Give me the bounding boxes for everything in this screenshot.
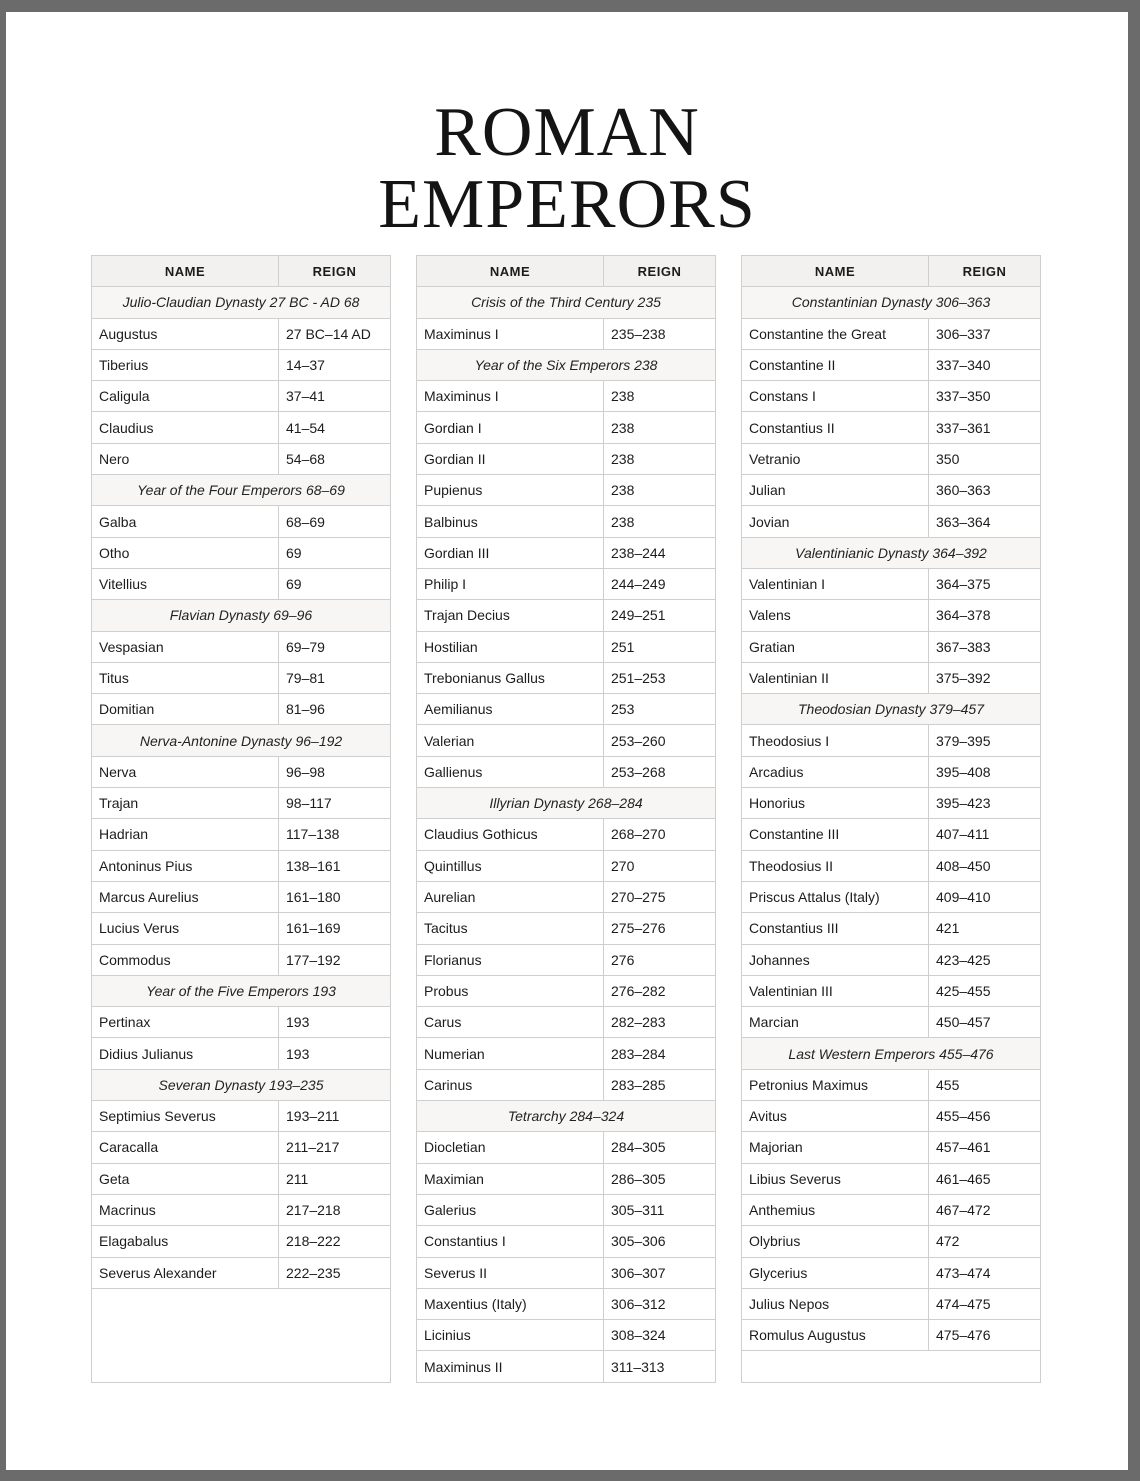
table-header-row — [742, 256, 1040, 287]
emperor-name: Constans I — [742, 381, 929, 411]
table-row — [417, 632, 715, 663]
table-row — [417, 851, 715, 882]
table-row — [742, 976, 1040, 1007]
table-row — [742, 1226, 1040, 1257]
emperor-name: Arcadius — [742, 757, 929, 787]
emperor-name: Claudius — [92, 412, 279, 442]
table-row — [92, 569, 390, 600]
table-row — [742, 444, 1040, 475]
emperor-name: Numerian — [417, 1038, 604, 1068]
emperor-reign: 305–306 — [611, 1233, 666, 1250]
emperor-reign: 69 — [286, 544, 302, 561]
emperor-reign: 283–284 — [611, 1045, 666, 1062]
emperor-name: Gallienus — [417, 757, 604, 787]
emperor-name: Claudius Gothicus — [417, 819, 604, 849]
emperor-reign: 222–235 — [286, 1264, 341, 1281]
emperor-name: Glycerius — [742, 1258, 929, 1288]
header-reign: REIGN — [637, 263, 682, 279]
emperor-reign: 364–378 — [936, 607, 991, 624]
emperor-name: Julian — [742, 475, 929, 505]
emperor-reign: 337–350 — [936, 388, 991, 405]
table-row — [417, 538, 715, 569]
emperor-name: Hadrian — [92, 819, 279, 849]
dynasty-heading: Illyrian Dynasty 268–284 — [417, 788, 715, 819]
emperor-reign: 249–251 — [611, 607, 666, 624]
emperor-name: Valentinian I — [742, 569, 929, 599]
header-name: NAME — [417, 256, 604, 286]
table-row — [742, 882, 1040, 913]
emperor-name: Vespasian — [92, 632, 279, 662]
table-row — [417, 1164, 715, 1195]
table-header-row — [92, 256, 390, 287]
emperor-reign: 117–138 — [286, 826, 340, 843]
table-row — [417, 663, 715, 694]
dynasty-heading: Last Western Emperors 455–476 — [742, 1038, 1040, 1069]
emperor-reign: 238 — [611, 513, 635, 530]
emperor-name: Gordian III — [417, 538, 604, 568]
emperor-reign: 193 — [286, 1045, 310, 1062]
emperor-name: Vitellius — [92, 569, 279, 599]
emperor-reign: 360–363 — [936, 482, 991, 499]
page-title — [6, 94, 1128, 243]
table-row — [742, 381, 1040, 412]
emperor-reign: 306–337 — [936, 325, 991, 342]
emperor-name: Quintillus — [417, 851, 604, 881]
table-row — [742, 663, 1040, 694]
emperor-name: Gordian II — [417, 444, 604, 474]
table-row — [742, 319, 1040, 350]
emperor-reign: 211–217 — [286, 1139, 340, 1156]
table-row — [92, 1258, 390, 1289]
table-row — [92, 1164, 390, 1195]
table-row — [92, 663, 390, 694]
emperor-reign: 306–312 — [611, 1295, 666, 1312]
table-row — [417, 600, 715, 631]
emperor-name: Nerva — [92, 757, 279, 787]
emperor-name: Olybrius — [742, 1226, 929, 1256]
emperor-name: Caligula — [92, 381, 279, 411]
emperor-reign: 96–98 — [286, 763, 325, 780]
table-row — [417, 475, 715, 506]
emperor-reign: 81–96 — [286, 701, 325, 718]
header-reign: REIGN — [312, 263, 357, 279]
emperor-reign: 473–474 — [936, 1264, 991, 1281]
emperor-reign: 238–244 — [611, 544, 666, 561]
emperor-reign: 218–222 — [286, 1233, 341, 1250]
table-row — [742, 945, 1040, 976]
dynasty-heading: Constantinian Dynasty 306–363 — [742, 287, 1040, 318]
table-row — [417, 976, 715, 1007]
table-row — [742, 1195, 1040, 1226]
table-row — [742, 1164, 1040, 1195]
emperor-reign: 253 — [611, 701, 635, 718]
emperor-name: Valerian — [417, 725, 604, 755]
emperor-name: Hostilian — [417, 632, 604, 662]
emperor-reign: 284–305 — [611, 1139, 666, 1156]
emperor-name: Anthemius — [742, 1195, 929, 1225]
table-row — [92, 1038, 390, 1069]
dynasty-heading: Flavian Dynasty 69–96 — [92, 600, 390, 631]
emperor-name: Licinius — [417, 1320, 604, 1350]
emperor-name: Maximinus II — [417, 1351, 604, 1381]
emperor-reign: 193 — [286, 1014, 310, 1031]
emperor-table-2 — [416, 255, 716, 1383]
table-row — [417, 1226, 715, 1257]
emperor-reign: 275–276 — [611, 920, 666, 937]
emperor-name: Valentinian II — [742, 663, 929, 693]
table-row — [92, 350, 390, 381]
emperor-name: Macrinus — [92, 1195, 279, 1225]
dynasty-heading: Theodosian Dynasty 379–457 — [742, 694, 1040, 725]
dynasty-heading: Year of the Six Emperors 238 — [417, 350, 715, 381]
table-header-row — [417, 256, 715, 287]
emperor-reign: 305–311 — [611, 1202, 665, 1219]
table-row — [742, 1258, 1040, 1289]
emperor-reign: 69 — [286, 576, 302, 593]
table-row — [92, 788, 390, 819]
emperor-name: Gordian I — [417, 412, 604, 442]
emperor-reign: 37–41 — [286, 388, 325, 405]
emperor-name: Trajan Decius — [417, 600, 604, 630]
table-row — [742, 350, 1040, 381]
table-row — [742, 1289, 1040, 1320]
table-row — [417, 819, 715, 850]
table-row — [92, 381, 390, 412]
emperor-name: Marcian — [742, 1007, 929, 1037]
table-row — [417, 945, 715, 976]
table-row — [92, 851, 390, 882]
emperor-name: Valentinian III — [742, 976, 929, 1006]
table-row — [92, 1226, 390, 1257]
emperor-reign: 238 — [611, 450, 635, 467]
table-row — [92, 913, 390, 944]
emperor-reign: 337–361 — [936, 419, 991, 436]
table-row — [417, 1007, 715, 1038]
emperor-reign: 467–472 — [936, 1202, 991, 1219]
emperor-name: Severus II — [417, 1258, 604, 1288]
emperor-name: Tiberius — [92, 350, 279, 380]
table-row — [92, 757, 390, 788]
emperor-reign: 238 — [611, 482, 635, 499]
table-row — [742, 725, 1040, 756]
table-row — [417, 569, 715, 600]
emperor-reign: 455 — [936, 1076, 960, 1093]
emperor-reign: 425–455 — [936, 982, 991, 999]
emperor-name: Antoninus Pius — [92, 851, 279, 881]
emperor-name: Gratian — [742, 632, 929, 662]
header-reign: REIGN — [962, 263, 1007, 279]
emperor-reign: 408–450 — [936, 857, 991, 874]
table-row — [417, 1320, 715, 1351]
table-row — [417, 694, 715, 725]
table-row — [92, 819, 390, 850]
table-row — [742, 788, 1040, 819]
emperor-name: Caracalla — [92, 1132, 279, 1162]
emperor-name: Constantius III — [742, 913, 929, 943]
table-row — [742, 1070, 1040, 1101]
table-row — [92, 632, 390, 663]
table-row — [417, 381, 715, 412]
table-row — [742, 569, 1040, 600]
emperor-name: Augustus — [92, 319, 279, 349]
table-row — [742, 1101, 1040, 1132]
dynasty-heading: Severan Dynasty 193–235 — [92, 1070, 390, 1101]
emperor-reign: 474–475 — [936, 1295, 991, 1312]
emperor-reign: 177–192 — [286, 951, 341, 968]
table-row — [742, 506, 1040, 537]
emperor-reign: 41–54 — [286, 419, 325, 436]
table-row — [742, 1007, 1040, 1038]
emperor-name: Avitus — [742, 1101, 929, 1131]
dynasty-heading: Nerva-Antonine Dynasty 96–192 — [92, 725, 390, 756]
emperor-table-1 — [91, 255, 391, 1383]
emperor-name: Johannes — [742, 945, 929, 975]
emperor-reign: 238 — [611, 419, 635, 436]
emperor-name: Theodosius I — [742, 725, 929, 755]
dynasty-heading: Julio-Claudian Dynasty 27 BC - AD 68 — [92, 287, 390, 318]
emperor-name: Carinus — [417, 1070, 604, 1100]
table-row — [742, 819, 1040, 850]
emperor-reign: 282–283 — [611, 1014, 666, 1031]
emperor-reign: 244–249 — [611, 576, 666, 593]
header-name: NAME — [92, 256, 279, 286]
emperor-name: Priscus Attalus (Italy) — [742, 882, 929, 912]
emperor-name: Maximian — [417, 1164, 604, 1194]
emperor-name: Geta — [92, 1164, 279, 1194]
emperor-name: Galerius — [417, 1195, 604, 1225]
emperor-reign: 27 BC–14 AD — [286, 325, 371, 342]
emperor-name: Constantius I — [417, 1226, 604, 1256]
emperor-reign: 253–268 — [611, 763, 666, 780]
table-row — [742, 600, 1040, 631]
emperor-reign: 161–180 — [286, 889, 341, 906]
table-row — [417, 1258, 715, 1289]
emperor-name: Constantine the Great — [742, 319, 929, 349]
emperor-reign: 217–218 — [286, 1202, 341, 1219]
emperor-name: Carus — [417, 1007, 604, 1037]
emperor-reign: 364–375 — [936, 576, 991, 593]
emperor-reign: 270 — [611, 857, 635, 874]
emperor-reign: 69–79 — [286, 638, 325, 655]
dynasty-heading: Year of the Four Emperors 68–69 — [92, 475, 390, 506]
emperor-reign: 475–476 — [936, 1327, 991, 1344]
emperor-name: Severus Alexander — [92, 1258, 279, 1288]
emperor-name: Domitian — [92, 694, 279, 724]
emperor-name: Diocletian — [417, 1132, 604, 1162]
emperor-name: Romulus Augustus — [742, 1320, 929, 1350]
emperor-reign: 472 — [936, 1233, 960, 1250]
table-row — [417, 1132, 715, 1163]
table-row — [92, 444, 390, 475]
emperor-name: Trebonianus Gallus — [417, 663, 604, 693]
emperor-reign: 375–392 — [936, 670, 991, 686]
dynasty-heading: Year of the Five Emperors 193 — [92, 976, 390, 1007]
emperor-reign: 98–117 — [286, 795, 332, 812]
emperor-reign: 306–307 — [611, 1264, 666, 1281]
emperor-reign: 161–169 — [286, 920, 341, 937]
table-row — [742, 1320, 1040, 1351]
emperor-name: Didius Julianus — [92, 1038, 279, 1068]
emperor-name: Trajan — [92, 788, 279, 818]
table-row — [92, 882, 390, 913]
emperor-reign: 286–305 — [611, 1170, 666, 1187]
emperor-reign: 79–81 — [286, 670, 325, 686]
header-name: NAME — [742, 256, 929, 286]
table-row — [417, 444, 715, 475]
emperor-reign: 283–285 — [611, 1076, 666, 1093]
emperor-reign: 450–457 — [936, 1014, 991, 1031]
table-row — [742, 1132, 1040, 1163]
emperor-reign: 337–340 — [936, 357, 991, 374]
emperor-name: Petronius Maximus — [742, 1070, 929, 1100]
emperor-name: Constantius II — [742, 412, 929, 442]
emperor-reign: 251–253 — [611, 670, 666, 686]
emperor-reign: 238 — [611, 388, 635, 405]
table-row — [92, 945, 390, 976]
table-row — [742, 632, 1040, 663]
emperor-reign: 211 — [286, 1170, 309, 1187]
emperor-reign: 193–211 — [286, 1108, 340, 1125]
dynasty-heading: Crisis of the Third Century 235 — [417, 287, 715, 318]
emperor-reign: 363–364 — [936, 513, 991, 530]
table-row — [92, 538, 390, 569]
emperor-reign: 138–161 — [286, 857, 341, 874]
emperor-name: Balbinus — [417, 506, 604, 536]
table-row — [92, 319, 390, 350]
emperor-name: Maxentius (Italy) — [417, 1289, 604, 1319]
emperor-name: Florianus — [417, 945, 604, 975]
emperor-name: Honorius — [742, 788, 929, 818]
emperor-name: Titus — [92, 663, 279, 693]
table-row — [417, 1351, 715, 1382]
emperor-reign: 235–238 — [611, 325, 666, 342]
dynasty-heading: Valentinianic Dynasty 364–392 — [742, 538, 1040, 569]
emperor-reign: 276–282 — [611, 982, 666, 999]
emperor-reign: 407–411 — [936, 826, 990, 843]
emperor-name: Majorian — [742, 1132, 929, 1162]
emperor-reign: 308–324 — [611, 1327, 666, 1344]
emperor-reign: 409–410 — [936, 889, 991, 906]
emperor-reign: 251 — [611, 638, 635, 655]
table-row — [742, 475, 1040, 506]
emperor-reign: 270–275 — [611, 889, 666, 906]
table-row — [92, 1132, 390, 1163]
table-row — [742, 757, 1040, 788]
emperor-name: Constantine III — [742, 819, 929, 849]
table-row — [417, 412, 715, 443]
emperor-reign: 54–68 — [286, 450, 325, 467]
emperor-name: Libius Severus — [742, 1164, 929, 1194]
emperor-reign: 253–260 — [611, 732, 666, 749]
emperor-reign: 421 — [936, 920, 960, 937]
emperor-name: Marcus Aurelius — [92, 882, 279, 912]
title-line-2: EMPERORS — [378, 166, 756, 243]
title-line-1: ROMAN — [434, 94, 700, 171]
emperor-table-3 — [741, 255, 1041, 1383]
table-row — [417, 725, 715, 756]
table-row — [417, 913, 715, 944]
emperor-name: Vetranio — [742, 444, 929, 474]
emperor-name: Otho — [92, 538, 279, 568]
emperor-name: Philip I — [417, 569, 604, 599]
table-row — [92, 412, 390, 443]
emperor-name: Galba — [92, 506, 279, 536]
emperor-reign: 423–425 — [936, 951, 991, 968]
table-row — [742, 412, 1040, 443]
emperor-name: Pupienus — [417, 475, 604, 505]
table-row — [417, 1038, 715, 1069]
table-row — [417, 1195, 715, 1226]
emperor-name: Commodus — [92, 945, 279, 975]
table-row — [417, 506, 715, 537]
emperor-name: Constantine II — [742, 350, 929, 380]
emperor-reign: 311–313 — [611, 1358, 665, 1375]
emperor-name: Valens — [742, 600, 929, 630]
table-row — [417, 1070, 715, 1101]
emperor-reign: 461–465 — [936, 1170, 991, 1187]
emperor-name: Julius Nepos — [742, 1289, 929, 1319]
emperor-reign: 395–423 — [936, 795, 991, 812]
emperor-reign: 457–461 — [936, 1139, 991, 1156]
table-row — [417, 319, 715, 350]
emperor-reign: 276 — [611, 951, 635, 968]
emperor-name: Aurelian — [417, 882, 604, 912]
table-row — [417, 882, 715, 913]
table-row — [92, 694, 390, 725]
table-row — [417, 757, 715, 788]
emperor-reign: 68–69 — [286, 513, 325, 530]
emperor-reign: 367–383 — [936, 638, 991, 655]
emperor-name: Tacitus — [417, 913, 604, 943]
table-row — [417, 1289, 715, 1320]
emperor-name: Elagabalus — [92, 1226, 279, 1256]
emperor-name: Probus — [417, 976, 604, 1006]
emperor-name: Lucius Verus — [92, 913, 279, 943]
emperor-name: Nero — [92, 444, 279, 474]
emperor-reign: 395–408 — [936, 763, 991, 780]
emperor-reign: 350 — [936, 450, 960, 467]
table-row — [742, 913, 1040, 944]
table-row — [92, 1101, 390, 1132]
table-row — [92, 1195, 390, 1226]
emperor-reign: 268–270 — [611, 826, 666, 843]
emperor-name: Septimius Severus — [92, 1101, 279, 1131]
emperor-name: Maximinus I — [417, 381, 604, 411]
emperor-name: Pertinax — [92, 1007, 279, 1037]
table-row — [92, 1007, 390, 1038]
emperor-reign: 14–37 — [286, 357, 325, 374]
emperor-name: Theodosius II — [742, 851, 929, 881]
table-row — [92, 506, 390, 537]
emperor-name: Aemilianus — [417, 694, 604, 724]
emperor-reign: 379–395 — [936, 732, 991, 749]
emperor-name: Jovian — [742, 506, 929, 536]
emperor-reign: 455–456 — [936, 1108, 991, 1125]
document-page — [6, 12, 1128, 1470]
table-row — [742, 851, 1040, 882]
emperor-name: Maximinus I — [417, 319, 604, 349]
dynasty-heading: Tetrarchy 284–324 — [417, 1101, 715, 1132]
